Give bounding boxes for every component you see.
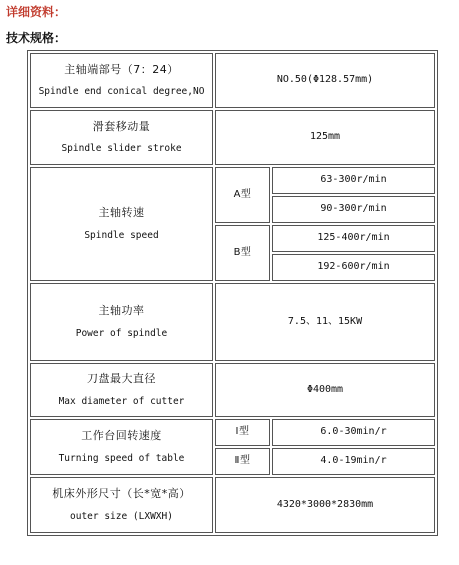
cutter-diameter-en: Max diameter of cutter [58,395,185,407]
outer-size-en: outer size (LXWXH) [70,510,173,522]
row-cutter-diameter [30,363,435,417]
row-spindle-end [30,53,435,108]
row-slider-stroke [30,110,435,165]
spindle-speed-b-2: 192-600r/min [272,254,435,281]
outer-size-label [30,477,213,533]
table-speed-type-1: Ⅰ型 [215,419,270,446]
outer-size-zh: 机床外形尺寸（长*宽*高） [52,487,191,501]
outer-size-value: 4320*3000*2830mm [215,477,435,533]
table-speed-label [30,419,213,475]
row-spindle-speed [30,167,435,194]
spindle-power-value: 7.5、11、15KW [215,283,435,361]
spindle-speed-a-1: 63-300r/min [272,167,435,194]
spindle-power-label [30,283,213,361]
spindle-speed-en: Spindle speed [84,229,159,241]
spindle-power-en: Power of spindle [75,327,168,339]
spindle-end-zh: 主轴端部号（7：24） [64,62,179,76]
slider-stroke-label [30,110,213,165]
spindle-speed-a-2: 90-300r/min [272,196,435,223]
spindle-power-zh: 主轴功率 [98,304,145,318]
spindle-speed-label [30,167,213,281]
cutter-diameter-value: Φ400mm [215,363,435,417]
detail-heading: 详细资料： [6,5,67,19]
spindle-speed-type-a: A型 [215,167,270,223]
spec-table [27,50,438,536]
slider-stroke-en: Spindle slider stroke [61,143,182,155]
table-speed-value-1: 6.0-30min/r [272,419,435,446]
table-speed-value-2: 4.0-19min/r [272,448,435,475]
row-table-speed [30,419,435,446]
spindle-end-en: Spindle end conical degree,NO [38,86,205,98]
spindle-end-label [30,53,213,108]
row-spindle-power [30,283,435,361]
spindle-end-value: NO.50(Φ128.57mm) [215,53,435,108]
slider-stroke-zh: 滑套移动量 [92,119,151,133]
slider-stroke-value: 125mm [215,110,435,165]
spindle-speed-type-b: B型 [215,225,270,281]
table-speed-zh: 工作台回转速度 [81,429,162,443]
spindle-speed-zh: 主轴转速 [98,206,145,220]
spindle-speed-b-1: 125-400r/min [272,225,435,252]
table-speed-type-2: Ⅱ型 [215,448,270,475]
table-speed-en: Turning speed of table [58,452,185,464]
row-outer-size [30,477,435,533]
spec-heading: 技术规格： [6,31,67,45]
cutter-diameter-zh: 刀盘最大直径 [87,372,156,386]
cutter-diameter-label [30,363,213,417]
